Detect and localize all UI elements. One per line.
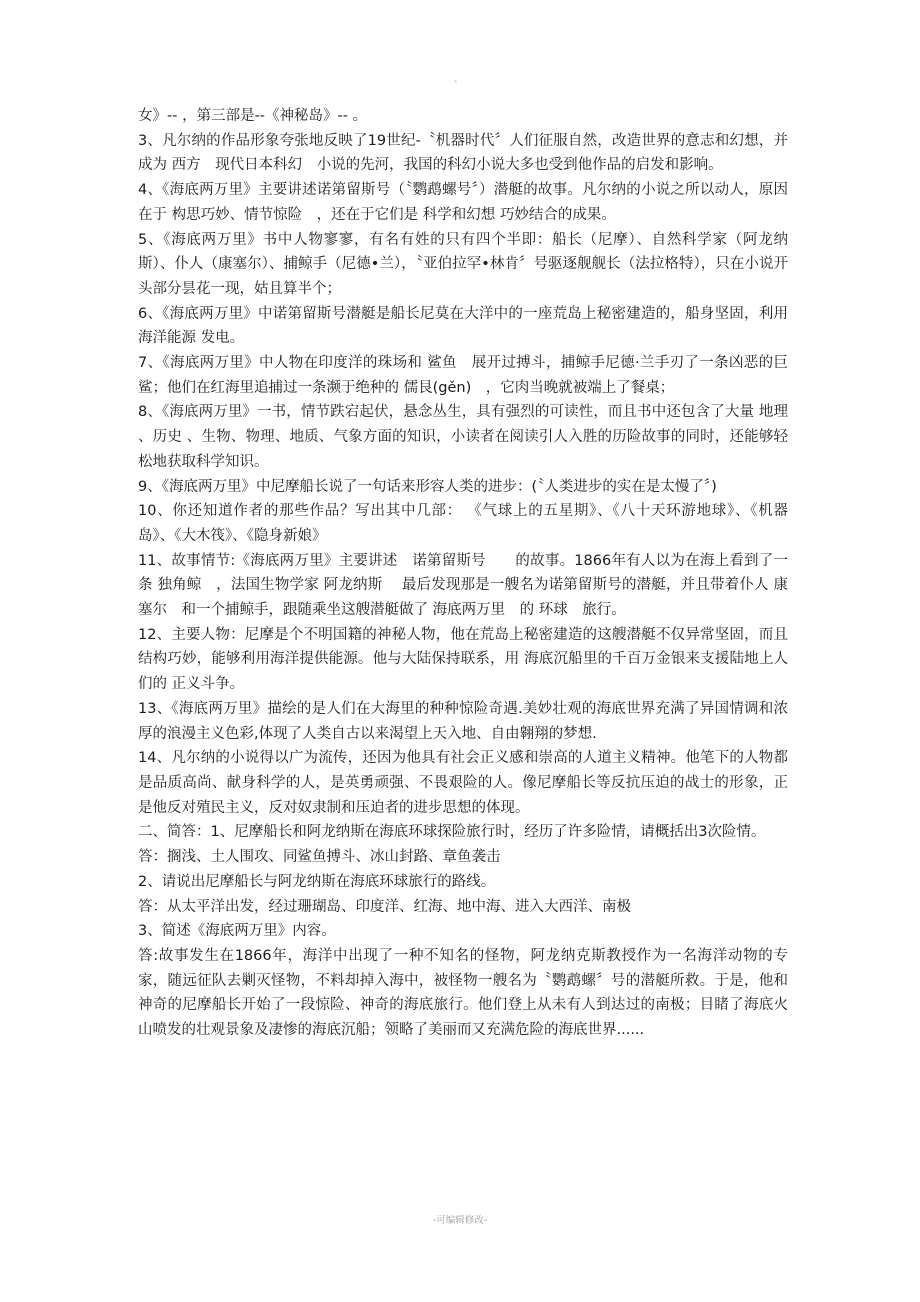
paragraph-19: 答:故事发生在1866年，海洋中出现了一种不知名的怪物，阿龙纳克斯教授作为一名海洋动物的专家，随远征队去剿灭怪物，不料却掉入海中，被怪物一艘名为〝鹦鹉螺〞号的潜艇所救。于是，他和神奇的尼摩船长开始了一段惊险、神奇的海底旅行。他们登上从未有人到达过的南极；目睹了海底火山喷发的壮观景象及凄惨的海底沉船；领略了美丽而又充满危险的海底世界......: [138, 947, 788, 1039]
paragraph-2: 3、凡尔纳的作品形象夸张地反映了19世纪-〝机器时代〞人们征服自然，改造世界的意志和幻想，并成为 西方 现代日本科幻 小说的先河，我国的科幻小说大多也受到他作品的启发和影响。: [138, 132, 788, 174]
page-marker-dot: [454, 80, 457, 83]
paragraph-18: 3、简述《海底两万里》内容。: [138, 923, 336, 940]
paragraph-12: 13、《海底两万里》描绘的是人们在大海里的种种惊险奇遇.美妙壮观的海底世界充满了异国情调和浓厚的浪漫主义色彩,体现了人类自古以来渴望上天入地、自由翱翔的梦想.: [138, 700, 788, 742]
paragraph-15: 答：搁浅、土人围攻、同鲨鱼搏斗、冰山封路、章鱼袭击: [138, 849, 501, 866]
paragraph-4: 5、《海底两万里》书中人物寥寥，有名有姓的只有四个半即：船长（尼摩）、自然科学家（阿龙纳斯）、仆人（康塞尔）、捕鲸手（尼德•兰），〝亚伯拉罕•林肯〞号驱逐舰舰长（法拉格特），只在小说开头部分昙花一现，姑且算半个；: [138, 231, 788, 297]
page-footer: -可编辑修改-: [432, 1215, 488, 1226]
paragraph-5: 6、《海底两万里》中诺第留斯号潜艇是船长尼莫在大洋中的一座荒岛上秘密建造的，船身坚固，利用 海洋能源 发电。: [138, 305, 788, 347]
paragraph-8: 9、《海底两万里》中尼摩船长说了一句话来形容人类的进步：(〝人类进步的实在是太慢了〞): [138, 478, 717, 495]
paragraph-3: 4、《海底两万里》主要讲述诺第留斯号（〝鹦鹉螺号〞）潜艇的故事。凡尔纳的小说之所以动人，原因在于 构思巧妙、情节惊险 ，还在于它们是 科学和幻想 巧妙结合的成果。: [138, 182, 788, 223]
paragraph-9: 10、你还知道作者的那些作品？写出其中几部： 《气球上的五星期》、《八十天环游地球》、《机器岛》、《大木筏》、《隐身新娘》: [138, 503, 788, 544]
paragraph-13: 14、凡尔纳的小说得以广为流传，还因为他具有社会正义感和崇高的人道主义精神。他笔下的人物都是品质高尚、献身科学的人，是英勇顽强、不畏艰险的人。像尼摩船长等反抗压迫的战士的形象，正是他反对殖民主义，反对奴隶制和压迫者的进步思想的体现。: [138, 750, 788, 816]
paragraph-1: 女》-- ，第三部是--《神秘岛》-- 。: [138, 108, 368, 124]
paragraph-7: 8、《海底两万里》一书，情节跌宕起伏，悬念丛生，具有强烈的可读性，而且书中还包含了大量 地理 、历史 、生物、物理、地质、气象方面的知识，小读者在阅读引人入胜的历险故事的同时，还能够轻松地获取科学知识。: [138, 404, 788, 470]
paragraph-11: 12、主要人物：尼摩是个不明国籍的神秘人物，他在荒岛上秘密建造的这艘潜艇不仅异常坚固，而且 结构巧妙，能够利用海洋提供能源。他与大陆保持联系，用 海底沉船里的千百万金银来支援陆地上人们的 正义斗争。: [138, 626, 788, 693]
document-body: [138, 104, 788, 1043]
paragraph-17: 答：从太平洋出发，经过珊瑚岛、印度洋、红海、地中海、进入大西洋、南极: [138, 898, 631, 915]
paragraph-16: 2、请说出尼摩船长与阿龙纳斯在海底环球旅行的路线。: [138, 873, 496, 890]
paragraph-6: 7、《海底两万里》中人物在印度洋的珠场和 鲨鱼 展开过搏斗，捕鲸手尼德·兰手刃了一条凶恶的巨鲨；他们在红海里追捕过一条濒于绝种的 儒艮(gěn) ，它肉当晚就被端上了餐桌；: [138, 355, 788, 396]
paragraph-10: 11、故事情节:《海底两万里》主要讲述 诺第留斯号 的故事。1866年有人以为在海上看到了一条 独角鲸 ，法国生物学家 阿龙纳斯 最后发现那是一艘名为诺第留斯号的潜艇，并且带着仆人 康塞尔 和一个捕鲸手，跟随乘坐这艘潜艇做了 海底两万里 的 环球 旅行。: [138, 552, 788, 619]
paragraph-14: 二、简答：1、尼摩船长和阿龙纳斯在海底环球探险旅行时，经历了许多险情，请概括出3次险情。: [138, 824, 766, 841]
